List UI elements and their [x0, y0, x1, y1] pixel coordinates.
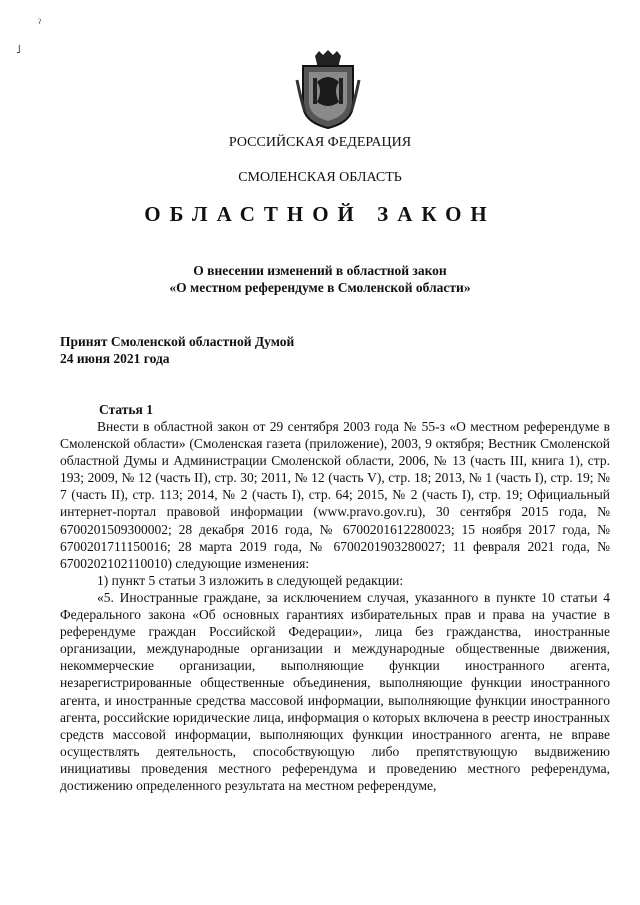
article-body — [60, 418, 610, 794]
region-name: СМОЛЕНСКАЯ ОБЛАСТЬ — [238, 170, 402, 185]
law-subject — [0, 262, 640, 296]
article-paragraph: Внести в областной закон от 29 сентября 2003 года № 55-з «О местном референдуме в Смоленской области» (Смоленская газета (приложение), 2003, 9 октября; Вестник Смоленской областной Думы и Администрации Смоленской области, 2006, № 13 (часть III, книга 1), стр. 193; 2009, № 12 (часть II), стр. 30; 2011, № 12 (часть V), стр. 18; 2013, № 1 (часть I), стр. 19; № 7 (часть II), стр. 113; 2014, № 2 (часть I), стр. 64; 2015, № 2 (часть I), стр. 19; Официальный интернет-портал правовой информации (www.pravo.gov.ru), 30 сентября 2015 года, № 6700201509300002; 28 декабря 2016 года, № 6700201612280023; 15 ноября 2017 года, № 6700201711150016; 28 марта 2019 года, № 6700201903280027; 11 февраля 2021 года, № 6700202102110010) следующие изменения: — [60, 419, 610, 571]
coat-of-arms-icon — [295, 50, 361, 130]
country-name: РОССИЙСКАЯ ФЕДЕРАЦИЯ — [228, 135, 412, 150]
adoption-date: 24 июня 2021 года — [60, 351, 170, 366]
margin-mark: ˀ — [38, 16, 41, 30]
margin-mark: ˩ — [16, 42, 21, 56]
adoption-info — [60, 333, 294, 367]
adoption-body: Принят Смоленской областной Думой — [60, 334, 295, 349]
document-type-title: ОБЛАСТНОЙ ЗАКОН — [144, 202, 496, 226]
article-heading: Статья 1 — [99, 402, 153, 417]
law-subject-line: «О местном референдуме в Смоленской области» — [169, 280, 471, 295]
law-subject-line: О внесении изменений в областной закон — [193, 263, 447, 278]
article-paragraph: 1) пункт 5 статьи 3 изложить в следующей редакции: — [97, 572, 404, 588]
article-paragraph: «5. Иностранные граждане, за исключением случая, указанного в пункте 10 статьи 4 Федерального закона «Об основных гарантиях избирательных прав и права на участие в референдуме граждан Российской Федерации», лица без гражданства, иностранные организации, международные организации и международные общественные движения, некоммерческие организации, выполняющие функции иностранного агента, незарегистрированные общественные объединения, выполняющие функции иностранного агента, и иностранные средства массовой информации, выполняющие функции иностранного агента, российские юридические лица, информация о которых включена в реестр иностранных средств массовой информации, выполняющих функции иностранного агента, не вправе осуществлять деятельность, способствующую либо препятствующую выдвижению инициативы проведения местного референдума и проведению местного референдума, достижению определенного результата на местном референдуме, — [60, 589, 610, 793]
